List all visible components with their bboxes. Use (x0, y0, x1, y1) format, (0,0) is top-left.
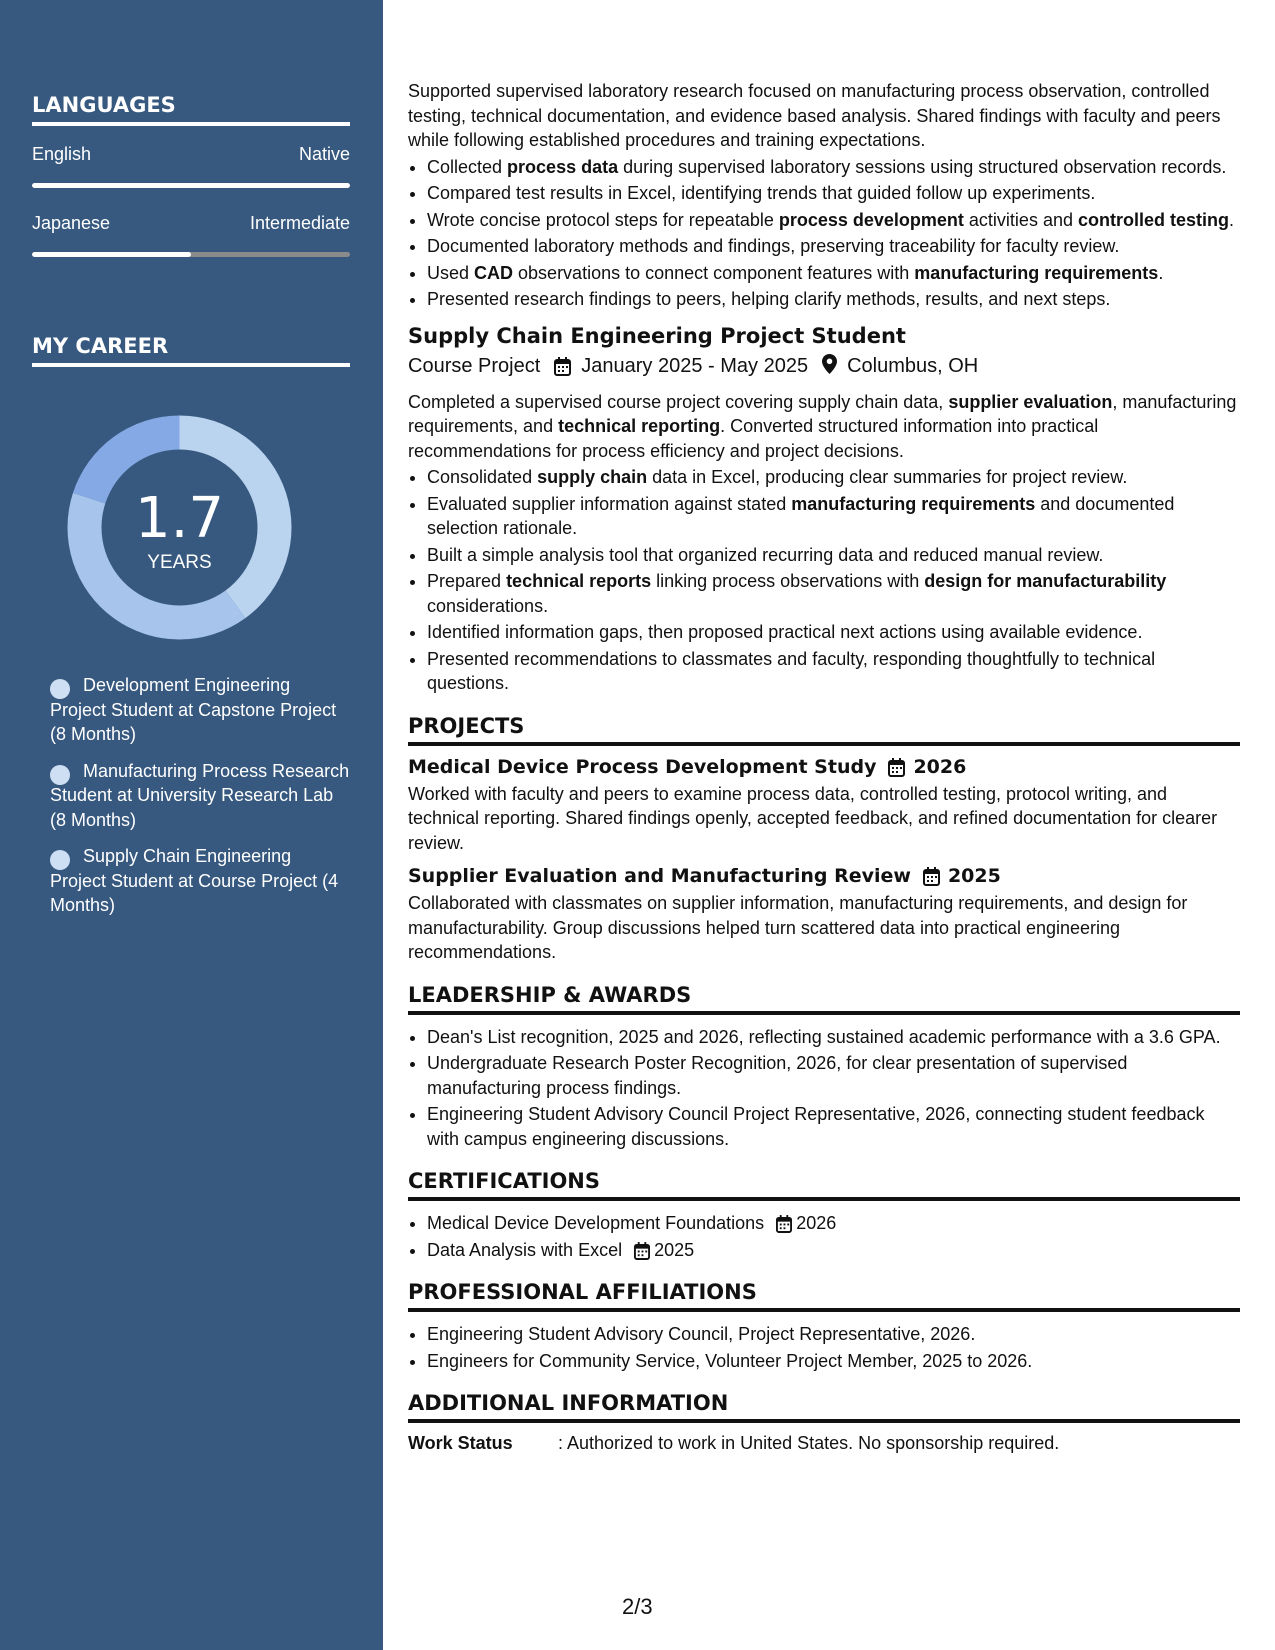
list-item: • Medical Device Development Foundations 2026 (427, 1211, 1240, 1236)
career-item-text: Development Engineering Project Student at Capstone Project (8 Months) (50, 675, 337, 744)
career-item (50, 759, 350, 833)
career-item (50, 673, 350, 747)
calendar-icon (554, 355, 571, 378)
sidebar (0, 0, 383, 1650)
calendar-icon (776, 1211, 792, 1236)
project-year: 2025 (947, 865, 1001, 887)
awards-heading: LEADERSHIP & AWARDS (408, 983, 1240, 1015)
project-title: Supplier Evaluation and Manufacturing Review 2025 (408, 865, 1001, 887)
job1-bullets (408, 155, 1240, 312)
career-item-text: Supply Chain Engineering Project Student at Course Project (4 Months) (50, 846, 339, 915)
affiliations-list (408, 1322, 1240, 1373)
list-item: • Undergraduate Research Poster Recognition, 2026, for clear presentation of supervised manufacturing process findings. (427, 1051, 1240, 1100)
project-description: Collaborated with classmates on supplier information, manufacturing requirements, and design for manufacturability. Group discussions helped turn scattered data into practical engineering recommendations. (408, 893, 1188, 962)
career-item (50, 844, 350, 918)
project-title: Medical Device Process Development Study 2026 (408, 755, 967, 778)
location-pin-icon (822, 354, 837, 380)
list-item: • Engineering Student Advisory Council, Project Representative, 2026. (427, 1322, 1240, 1347)
list-item: • Dean's List recognition, 2025 and 2026, reflecting sustained academic performance with a 3.6 GPA. (427, 1025, 1240, 1050)
certifications-heading: CERTIFICATIONS (408, 1169, 1240, 1201)
additional-heading: ADDITIONAL INFORMATION (408, 1391, 1240, 1423)
job1-summary: Supported supervised laboratory research focused on manufacturing process observation, controlled testing, technical documentation, and evidence based analysis. Shared findings with faculty and peers while following established procedures and training expectations. (408, 81, 1221, 150)
calendar-icon (634, 1238, 650, 1263)
certification-year: 2025 (654, 1239, 695, 1260)
list-item: • Data Analysis with Excel 2025 (427, 1238, 1240, 1263)
list-item: • Built a simple analysis tool that organized recurring data and reduced manual review. (427, 543, 1240, 568)
career-donut-chart (67, 415, 292, 640)
page-number: 2/3 (622, 1594, 653, 1619)
language-level: Intermediate (249, 213, 350, 233)
work-status-row (408, 1433, 1240, 1454)
work-status-label: Work Status (408, 1433, 513, 1453)
certifications-list (408, 1211, 1240, 1262)
list-item: • Compared test results in Excel, identifying trends that guided follow up experiments. (427, 181, 1240, 206)
list-item: • Evaluated supplier information against stated manufacturing requirements and documented selection rationale. (427, 492, 1240, 541)
job2-company: Course Project (408, 355, 541, 377)
certification-year: 2026 (796, 1213, 837, 1233)
list-item: • Wrote concise protocol steps for repeatable process development activities and controlled testing. (427, 208, 1240, 233)
career-years-unit: YEARS (147, 552, 212, 573)
calendar-icon (923, 865, 940, 887)
list-item: • Prepared technical reports linking process observations with design for manufacturability considerations. (427, 569, 1240, 618)
project-year: 2026 (913, 755, 967, 778)
awards-list (408, 1025, 1240, 1152)
bullet-dot-icon (50, 765, 70, 785)
list-item: • Presented research findings to peers, helping clarify methods, results, and next steps. (427, 287, 1240, 312)
list-item: • Consolidated supply chain data in Excel, producing clear summaries for project review. (427, 465, 1240, 490)
language-bar-fill (32, 252, 191, 257)
job2-location: Columbus, OH (847, 355, 979, 377)
work-status-value: : Authorized to work in United States. No sponsorship required. (558, 1433, 1060, 1453)
main-content (408, 79, 1240, 1454)
bullet-dot-icon (50, 850, 70, 870)
language-bar-english (32, 183, 350, 188)
list-item: • Documented laboratory methods and findings, preserving traceability for faculty review. (427, 234, 1240, 259)
career-item-text: Manufacturing Process Research Student at University Research Lab (8 Months) (50, 760, 350, 830)
career-list (50, 673, 350, 930)
list-item: • Presented recommendations to classmates and faculty, responding thoughtfully to technical questions. (427, 647, 1240, 696)
language-name: Japanese (32, 213, 111, 233)
job2-dates: January 2025 - May 2025 (581, 355, 809, 377)
list-item: • Engineering Student Advisory Council Project Representative, 2026, connecting student feedback with campus engineering discussions. (427, 1102, 1240, 1151)
projects-heading: PROJECTS (408, 714, 1240, 746)
language-level: Native (298, 144, 350, 164)
project-description: Worked with faculty and peers to examine process data, controlled testing, protocol writing, and technical reporting. Shared findings openly, accepted feedback, and refined documentation for clearer review. (408, 783, 1218, 853)
job2-title: Supply Chain Engineering Project Student (408, 323, 906, 348)
language-bar-japanese (32, 252, 350, 257)
job2-meta (408, 354, 1240, 380)
bullet-dot-icon (50, 679, 70, 699)
language-bar-fill (32, 183, 350, 188)
list-item: • Engineers for Community Service, Volunteer Project Member, 2025 to 2026. (427, 1349, 1240, 1374)
calendar-icon (888, 756, 905, 778)
career-heading: MY CAREER (32, 334, 350, 367)
list-item: • Collected process data during supervised laboratory sessions using structured observation records. (427, 155, 1240, 180)
list-item: • Identified information gaps, then proposed practical next actions using available evidence. (427, 620, 1240, 645)
job2-bullets (408, 465, 1240, 696)
job2-summary: Completed a supervised course project covering supply chain data, supplier evaluation, manufacturing requirements, and technical reporting. Converted structured information into practical recommendations for process efficiency and project decisions. (408, 391, 1237, 461)
list-item: • Used CAD observations to connect component features with manufacturing requirements. (427, 261, 1240, 286)
affiliations-heading: PROFESSIONAL AFFILIATIONS (408, 1280, 1240, 1312)
languages-heading: LANGUAGES (32, 93, 350, 126)
career-years-value: 1.7 (134, 486, 225, 551)
language-name: English (32, 144, 92, 164)
